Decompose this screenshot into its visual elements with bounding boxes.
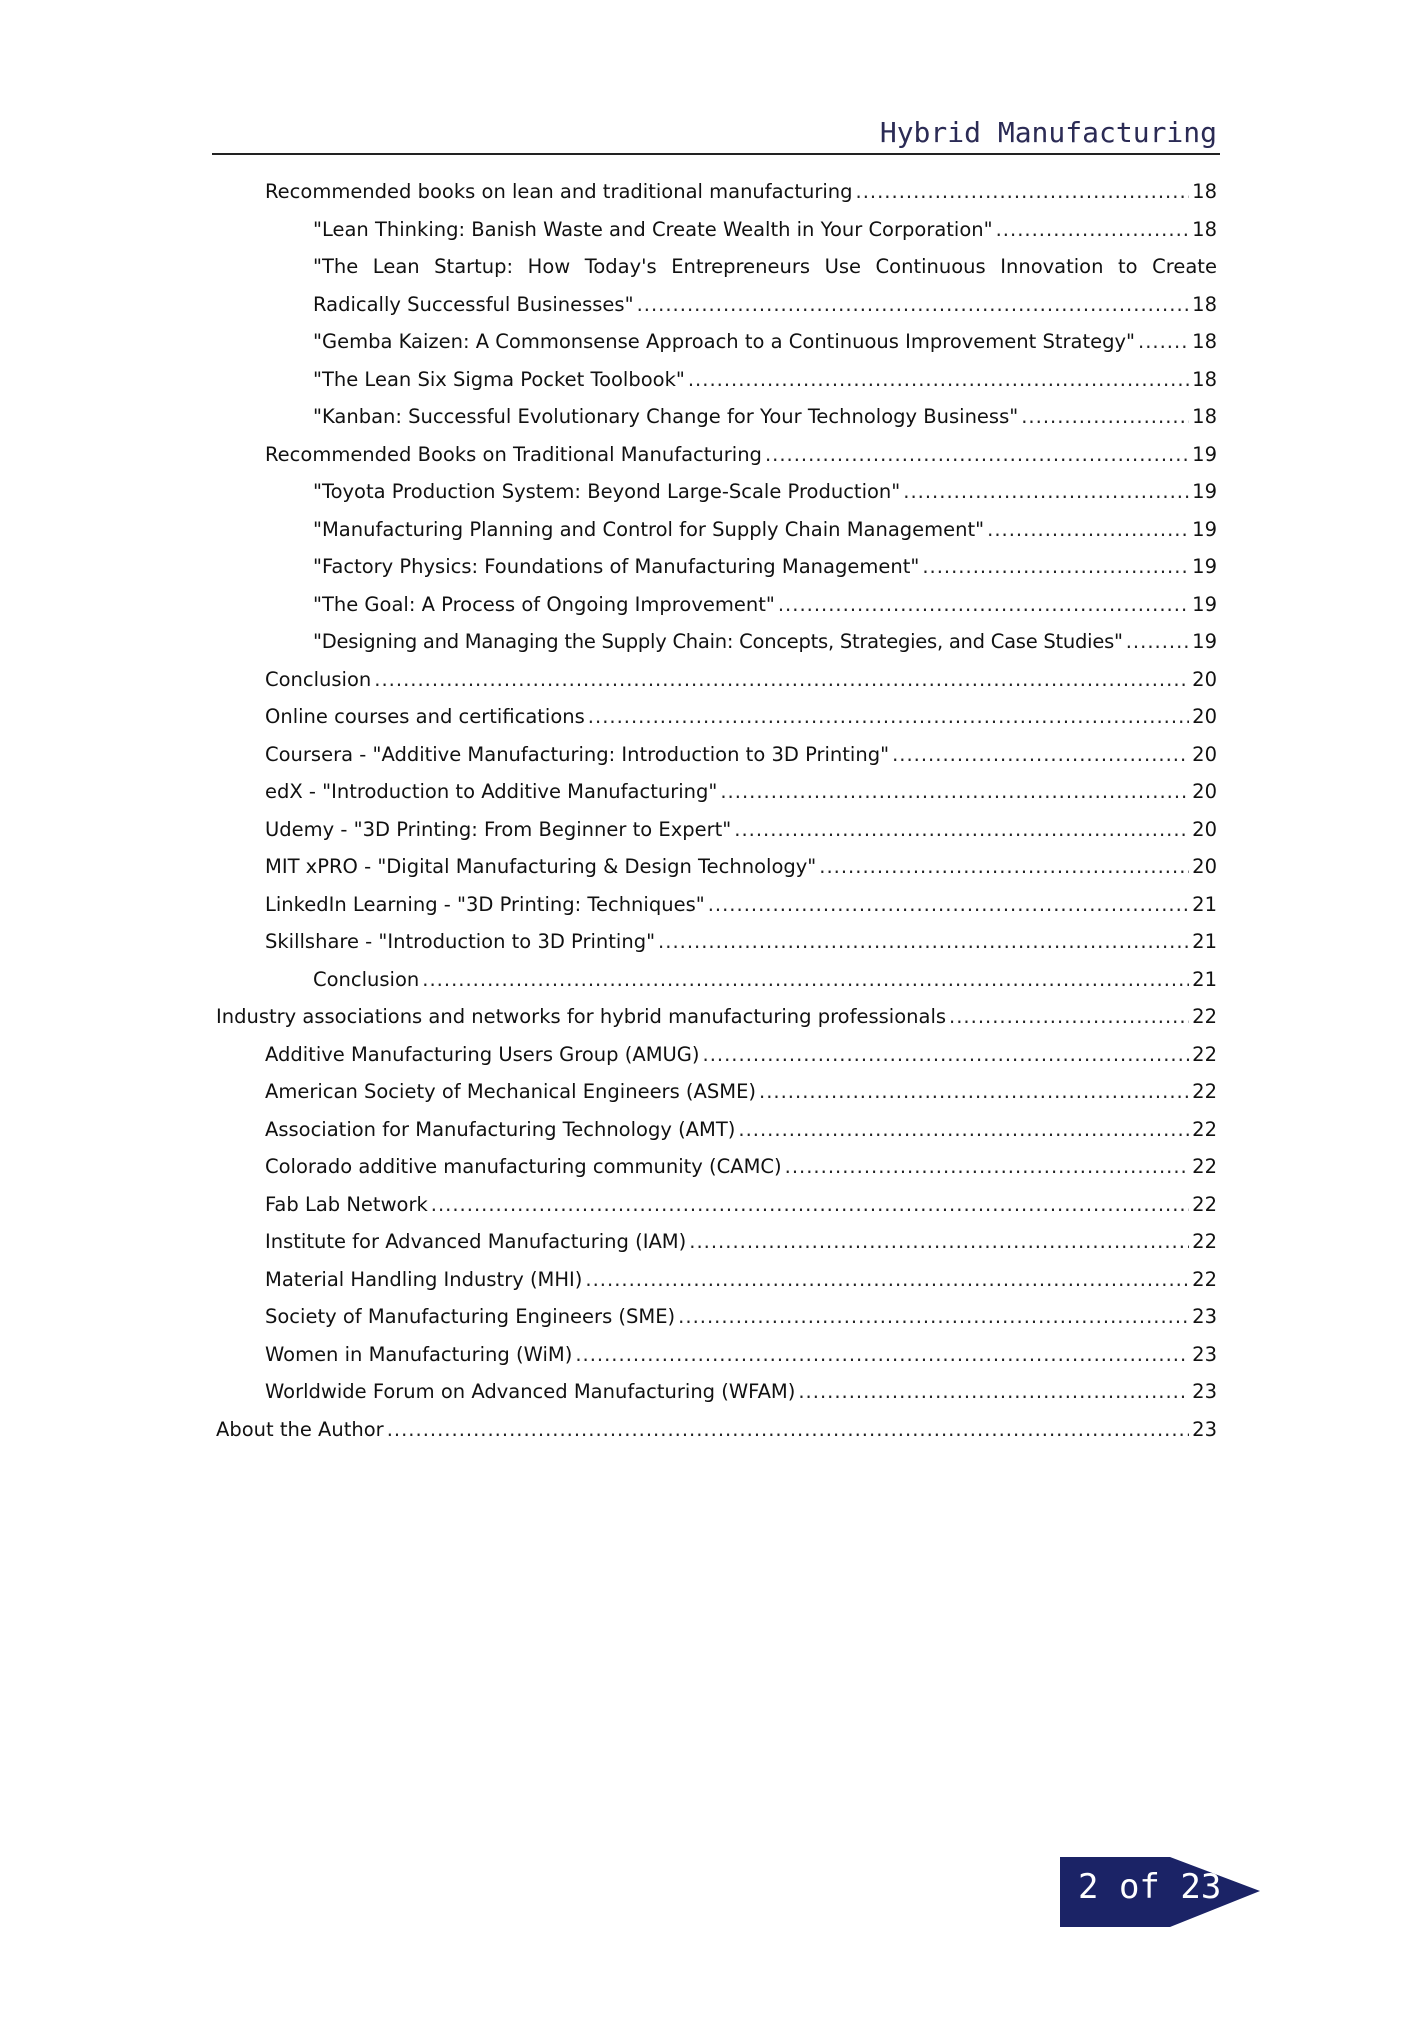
toc-entry-page: 19 — [1192, 517, 1217, 541]
leader-dots — [422, 968, 1189, 991]
leader-dots — [689, 1230, 1189, 1253]
toc-entry-page: 22 — [1192, 1155, 1217, 1178]
toc-entry-page: 22 — [1192, 1267, 1217, 1291]
toc-entry-page: 18 — [1192, 330, 1217, 353]
leader-dots — [637, 293, 1190, 316]
toc-entry-title: "Kanban: Successful Evolutionary Change for Your Technology Business" — [313, 405, 1019, 428]
toc-entry-title: Material Handling Industry (MHI) — [265, 1267, 583, 1291]
toc-entry-title: "Lean Thinking: Banish Waste and Create Wealth in Your Corporation" — [313, 217, 993, 241]
toc-entry-title: Recommended books on lean and traditional manufacturing — [265, 180, 853, 203]
leader-dots — [996, 218, 1190, 241]
toc-entry-page: 22 — [1192, 1192, 1217, 1216]
leader-dots — [856, 180, 1190, 203]
leader-dots — [703, 1043, 1190, 1066]
leader-dots — [765, 443, 1189, 466]
toc-entry-title: LinkedIn Learning - "3D Printing: Techniques" — [265, 892, 705, 916]
toc-entry-title: "The Lean Six Sigma Pocket Toolbook" — [313, 367, 685, 391]
toc-entry-title: "Factory Physics: Foundations of Manufacturing Management" — [313, 555, 920, 578]
leader-dots — [708, 893, 1189, 916]
leader-dots — [798, 1380, 1189, 1403]
leader-dots — [575, 1343, 1189, 1366]
leader-dots — [892, 743, 1189, 766]
toc-entry-title: Worldwide Forum on Advanced Manufacturing (WFAM) — [265, 1380, 796, 1403]
toc-entry-title: "Toyota Production System: Beyond Large-Scale Production" — [313, 480, 901, 503]
toc-entry-title: "Designing and Managing the Supply Chain: Concepts, Strategies, and Case Studies" — [313, 630, 1123, 653]
leader-dots — [585, 1268, 1189, 1291]
toc-entry-title: "The Goal: A Process of Ongoing Improvement" — [313, 592, 775, 616]
leader-dots — [658, 930, 1189, 953]
toc-entry-page: 18 — [1192, 367, 1217, 391]
toc-entry-page: 19 — [1192, 555, 1217, 578]
toc-entry-page: 20 — [1192, 667, 1217, 691]
toc-entry-page: 22 — [1192, 1080, 1217, 1103]
leader-dots — [1021, 405, 1189, 428]
toc-entry-page: 19 — [1192, 592, 1217, 616]
leader-dots — [949, 1005, 1189, 1028]
page-header — [212, 110, 1220, 155]
leader-dots — [431, 1193, 1189, 1216]
toc-entry-title: Industry associations and networks for hybrid manufacturing professionals — [216, 1005, 947, 1028]
toc-entry-page: 18 — [1192, 180, 1217, 203]
leader-dots — [738, 1118, 1189, 1141]
leader-dots — [720, 780, 1189, 803]
toc-entry-title: Women in Manufacturing (WiM) — [265, 1342, 573, 1366]
page-number-label: 2 of 23 — [1078, 1867, 1222, 1907]
toc-entry-page: 18 — [1192, 405, 1217, 428]
toc-entry-title: "Manufacturing Planning and Control for Supply Chain Management" — [313, 517, 985, 541]
toc-entry-title: Institute for Advanced Manufacturing (IAM) — [265, 1230, 687, 1253]
toc-entry-title: Recommended Books on Traditional Manufacturing — [265, 442, 762, 466]
leader-dots — [785, 1155, 1190, 1178]
toc-entry-page: 19 — [1192, 480, 1217, 503]
toc-entry-title: MIT xPRO - "Digital Manufacturing & Design Technology" — [265, 855, 817, 878]
leader-dots — [387, 1418, 1189, 1441]
toc-entry-title: Fab Lab Network — [265, 1192, 428, 1216]
toc-entry-page: 23 — [1192, 1305, 1217, 1328]
toc-entry-page: 22 — [1192, 1005, 1217, 1028]
toc-entry-page: 22 — [1192, 1117, 1217, 1141]
page-number-badge — [1060, 1857, 1260, 1927]
toc-entry-page: 20 — [1192, 742, 1217, 766]
leader-dots — [1138, 330, 1189, 353]
toc-entry-page: 22 — [1192, 1230, 1217, 1253]
toc-entry-title: Association for Manufacturing Technology (AMT) — [265, 1117, 736, 1141]
toc-entry-title: About the Author — [216, 1417, 384, 1441]
leader-dots — [734, 818, 1189, 841]
toc-entry-title: "Gemba Kaizen: A Commonsense Approach to a Continuous Improvement Strategy" — [313, 330, 1135, 353]
leader-dots — [688, 368, 1189, 391]
toc-entry-title-line1: "The Lean Startup: How Today's Entrepreneurs Use Continuous Innovation to Create — [313, 255, 1217, 278]
toc-entry-page: 21 — [1192, 967, 1217, 991]
toc-entry-title: Colorado additive manufacturing community (CAMC) — [265, 1155, 782, 1178]
toc-entry-page: 22 — [1192, 1042, 1217, 1066]
toc-entry-page: 23 — [1192, 1417, 1217, 1441]
toc-entry-title: Society of Manufacturing Engineers (SME) — [265, 1305, 676, 1328]
header-title: Hybrid Manufacturing — [879, 116, 1217, 149]
leader-dots — [819, 855, 1189, 878]
toc-entry-page: 21 — [1192, 930, 1217, 953]
leader-dots — [903, 480, 1189, 503]
leader-dots — [987, 518, 1189, 541]
toc-entry-page: 21 — [1192, 892, 1217, 916]
leader-dots — [678, 1305, 1189, 1328]
toc-entry-title: Radically Successful Businesses" — [313, 292, 634, 316]
toc-entry-title: Conclusion — [265, 667, 372, 691]
toc-entry-title: edX - "Introduction to Additive Manufacturing" — [265, 780, 718, 803]
leader-dots — [759, 1080, 1189, 1103]
leader-dots — [1126, 630, 1189, 653]
toc-entry-page: 20 — [1192, 855, 1217, 878]
toc-entry-page: 19 — [1192, 630, 1217, 653]
toc-entry-title: Online courses and certifications — [265, 705, 585, 728]
leader-dots — [588, 705, 1189, 728]
toc-entry-page: 23 — [1192, 1380, 1217, 1403]
toc-entry-title: Udemy - "3D Printing: From Beginner to Expert" — [265, 817, 732, 841]
toc-entry-title: Conclusion — [313, 967, 420, 991]
toc-entry-page: 18 — [1192, 217, 1217, 241]
toc-entry-page: 18 — [1192, 292, 1217, 316]
toc-entry-page: 19 — [1192, 442, 1217, 466]
toc-entry-page: 20 — [1192, 780, 1217, 803]
leader-dots — [922, 555, 1189, 578]
toc-entry-title: American Society of Mechanical Engineers (ASME) — [265, 1080, 757, 1103]
toc-entry-page: 20 — [1192, 705, 1217, 728]
toc-entry-page: 20 — [1192, 817, 1217, 841]
toc-entry-title: Additive Manufacturing Users Group (AMUG) — [265, 1042, 700, 1066]
toc-entry-title: Skillshare - "Introduction to 3D Printing" — [265, 930, 656, 953]
leader-dots — [374, 668, 1189, 691]
toc-entry-title: Coursera - "Additive Manufacturing: Introduction to 3D Printing" — [265, 742, 890, 766]
toc-entry-page: 23 — [1192, 1342, 1217, 1366]
leader-dots — [778, 593, 1189, 616]
